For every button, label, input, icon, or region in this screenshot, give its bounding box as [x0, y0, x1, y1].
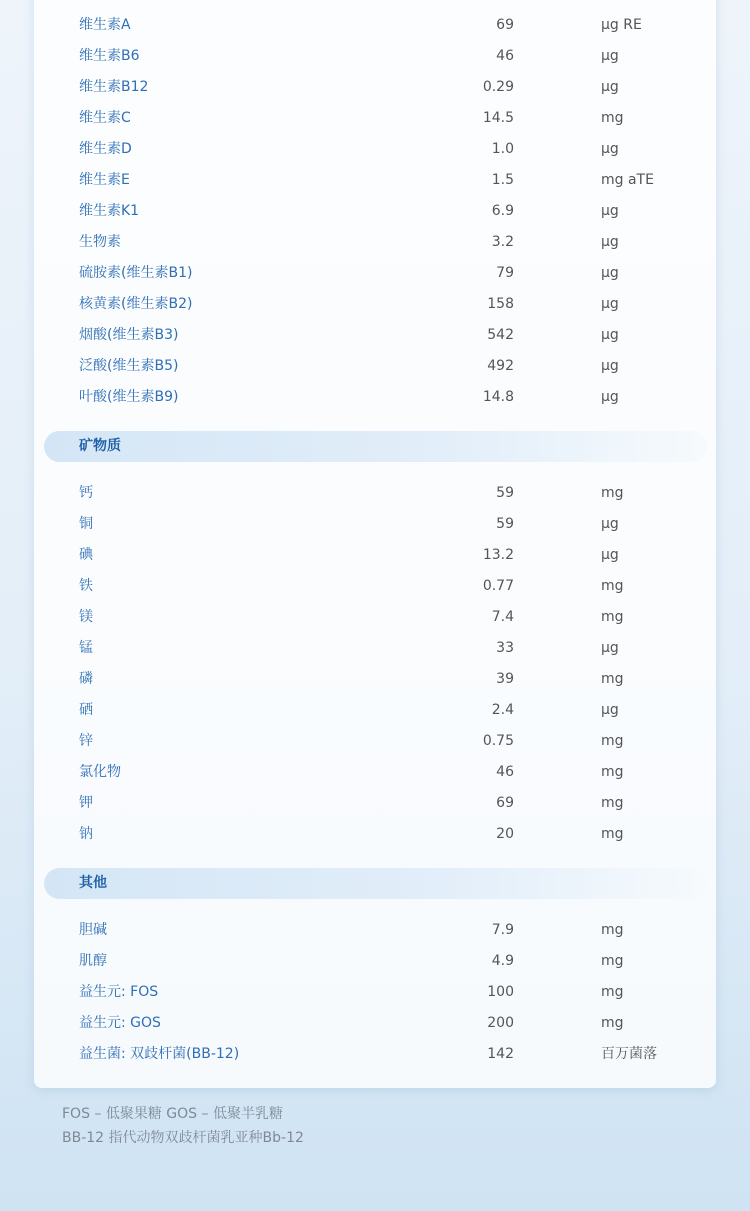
nutrient-value: 59 — [496, 485, 514, 501]
nutrient-name: 胆碱 — [79, 922, 107, 938]
nutrient-value: 46 — [496, 764, 514, 780]
table-row — [34, 1039, 716, 1070]
table-row — [34, 258, 716, 289]
table-row — [34, 134, 716, 165]
nutrient-unit: µg RE — [601, 17, 642, 33]
table-row — [34, 509, 716, 540]
nutrient-value: 7.9 — [491, 922, 514, 938]
nutrient-name: 维生素B12 — [79, 79, 149, 95]
nutrient-unit: mg — [601, 764, 624, 780]
nutrient-unit: µg — [601, 48, 619, 64]
nutrient-unit: mg — [601, 578, 624, 594]
table-row — [34, 664, 716, 695]
nutrient-unit: mg — [601, 826, 624, 842]
nutrient-unit: µg — [601, 296, 619, 312]
nutrient-value: 39 — [496, 671, 514, 687]
nutrient-value: 158 — [487, 296, 514, 312]
footnote-line-2: BB-12 指代动物双歧杆菌乳亚种Bb-12 — [62, 1130, 304, 1146]
nutrient-value: 13.2 — [482, 547, 514, 563]
nutrient-unit: µg — [601, 389, 619, 405]
table-row — [34, 540, 716, 571]
table-row — [34, 819, 716, 850]
section-header-others — [44, 868, 707, 899]
nutrient-value: 69 — [496, 17, 514, 33]
nutrient-value: 542 — [487, 327, 514, 343]
table-row — [34, 571, 716, 602]
nutrient-name: 钙 — [79, 485, 93, 501]
section-title: 其他 — [79, 875, 107, 891]
nutrient-name: 生物素 — [79, 234, 121, 250]
table-row — [34, 915, 716, 946]
nutrient-name: 维生素B6 — [79, 48, 140, 64]
table-row — [34, 1008, 716, 1039]
nutrition-table-card — [34, 0, 716, 1088]
table-row — [34, 165, 716, 196]
table-row — [34, 41, 716, 72]
nutrient-value: 4.9 — [491, 953, 514, 969]
nutrient-name: 铜 — [79, 516, 93, 532]
table-row — [34, 103, 716, 134]
nutrient-unit: mg — [601, 733, 624, 749]
nutrient-unit: µg — [601, 327, 619, 343]
nutrient-name: 镁 — [79, 609, 93, 625]
nutrient-value: 0.77 — [482, 578, 514, 594]
table-row — [34, 72, 716, 103]
nutrient-unit: µg — [601, 234, 619, 250]
nutrient-unit: µg — [601, 358, 619, 374]
nutrient-value: 142 — [487, 1046, 514, 1062]
nutrient-value: 200 — [487, 1015, 514, 1031]
nutrient-unit: µg — [601, 547, 619, 563]
nutrient-value: 3.2 — [491, 234, 514, 250]
section-header-minerals — [44, 431, 707, 462]
nutrient-value: 59 — [496, 516, 514, 532]
nutrient-unit: 百万菌落 — [601, 1046, 657, 1062]
nutrient-unit: mg — [601, 922, 624, 938]
nutrient-name: 维生素K1 — [79, 203, 140, 219]
nutrient-name: 烟酸(维生素B3) — [79, 327, 179, 343]
nutrient-unit: µg — [601, 79, 619, 95]
table-row — [34, 478, 716, 509]
table-row — [34, 382, 716, 413]
table-row — [34, 227, 716, 258]
section-title: 矿物质 — [79, 438, 121, 454]
nutrient-unit: mg — [601, 609, 624, 625]
nutrient-value: 79 — [496, 265, 514, 281]
nutrient-name: 铁 — [79, 578, 93, 594]
nutrient-name: 叶酸(维生素B9) — [79, 389, 179, 405]
nutrient-unit: µg — [601, 702, 619, 718]
nutrient-name: 泛酸(维生素B5) — [79, 358, 179, 374]
nutrient-name: 硒 — [79, 702, 93, 718]
table-row — [34, 351, 716, 382]
nutrient-value: 46 — [496, 48, 514, 64]
nutrient-name: 钾 — [79, 795, 93, 811]
nutrient-unit: mg aTE — [601, 172, 654, 188]
nutrient-name: 维生素D — [79, 141, 132, 157]
nutrient-name: 硫胺素(维生素B1) — [79, 265, 193, 281]
nutrient-name: 益生元: FOS — [79, 984, 159, 1000]
nutrient-unit: mg — [601, 953, 624, 969]
footnote-line-1: FOS – 低聚果糖 GOS – 低聚半乳糖 — [62, 1106, 283, 1122]
table-row — [34, 695, 716, 726]
table-row — [34, 726, 716, 757]
table-row — [34, 788, 716, 819]
nutrient-value: 2.4 — [491, 702, 514, 718]
nutrient-value: 69 — [496, 795, 514, 811]
nutrient-value: 6.9 — [491, 203, 514, 219]
nutrient-value: 0.75 — [482, 733, 514, 749]
nutrient-name: 磷 — [79, 671, 93, 687]
nutrient-unit: mg — [601, 485, 624, 501]
nutrient-value: 14.8 — [482, 389, 514, 405]
nutrient-unit: mg — [601, 671, 624, 687]
nutrient-name: 核黄素(维生素B2) — [79, 296, 193, 312]
table-row — [34, 10, 716, 41]
nutrient-name: 维生素A — [79, 17, 131, 33]
table-row — [34, 757, 716, 788]
nutrient-name: 维生素C — [79, 110, 131, 126]
table-row — [34, 977, 716, 1008]
nutrient-value: 7.4 — [491, 609, 514, 625]
nutrient-unit: µg — [601, 516, 619, 532]
nutrient-unit: µg — [601, 265, 619, 281]
nutrient-name: 碘 — [79, 547, 93, 563]
nutrient-name: 肌醇 — [79, 953, 107, 969]
nutrient-unit: mg — [601, 984, 624, 1000]
nutrient-unit: mg — [601, 1015, 624, 1031]
table-row — [34, 602, 716, 633]
table-row — [34, 289, 716, 320]
nutrient-value: 0.29 — [482, 79, 514, 95]
nutrient-value: 492 — [487, 358, 514, 374]
nutrient-value: 1.5 — [491, 172, 514, 188]
nutrient-unit: µg — [601, 141, 619, 157]
nutrient-unit: mg — [601, 795, 624, 811]
table-row — [34, 196, 716, 227]
nutrient-unit: µg — [601, 640, 619, 656]
table-row — [34, 320, 716, 351]
nutrient-name: 益生菌: 双歧杆菌(BB-12) — [79, 1046, 240, 1062]
nutrient-unit: µg — [601, 203, 619, 219]
nutrient-value: 20 — [496, 826, 514, 842]
nutrient-name: 益生元: GOS — [79, 1015, 161, 1031]
nutrient-unit: mg — [601, 110, 624, 126]
nutrient-name: 锰 — [79, 640, 93, 656]
nutrient-value: 1.0 — [491, 141, 514, 157]
nutrient-value: 33 — [496, 640, 514, 656]
nutrient-name: 钠 — [79, 826, 93, 842]
table-row — [34, 633, 716, 664]
nutrient-value: 14.5 — [482, 110, 514, 126]
nutrient-name: 维生素E — [79, 172, 130, 188]
table-row — [34, 946, 716, 977]
nutrient-name: 氯化物 — [79, 764, 121, 780]
nutrient-name: 锌 — [79, 733, 93, 749]
nutrient-value: 100 — [487, 984, 514, 1000]
